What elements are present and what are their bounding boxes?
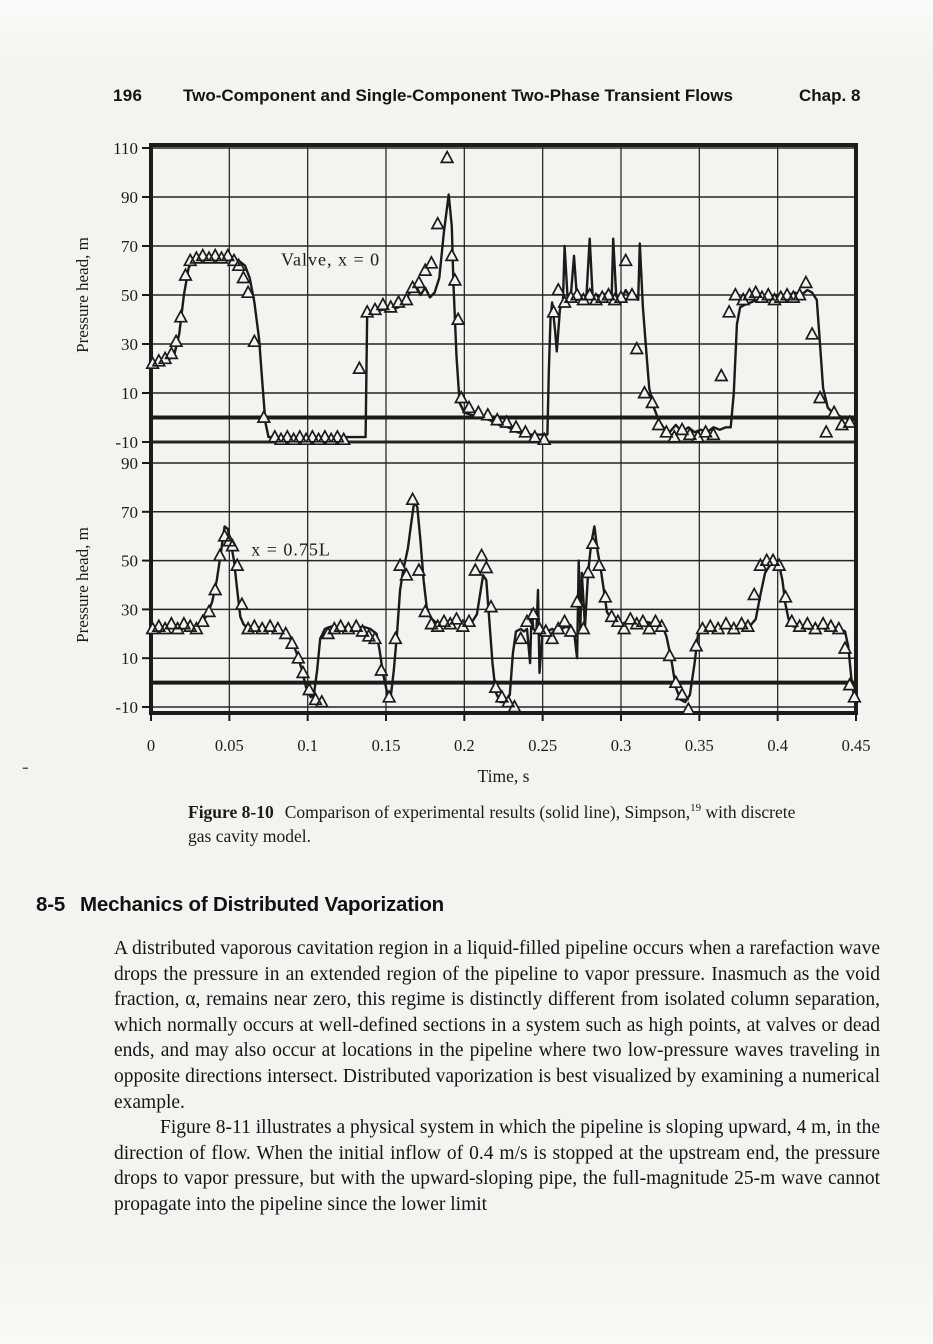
figure-caption-label: Figure 8-10 bbox=[188, 802, 274, 822]
figure-caption-text: Comparison of experimental results (solid line), Simpson, bbox=[284, 802, 691, 822]
stray-scan-mark: - bbox=[22, 756, 29, 778]
x-tick-label: 0.15 bbox=[371, 736, 401, 755]
section-number: 8-5 bbox=[36, 893, 66, 916]
x-tick-label: 0.3 bbox=[610, 736, 632, 755]
y-tick-label: 50 bbox=[121, 551, 138, 571]
y-tick-label: 10 bbox=[121, 384, 138, 403]
y-tick-label: 30 bbox=[121, 600, 138, 620]
figure-caption-reference: 19 bbox=[690, 802, 702, 815]
figure-caption bbox=[188, 801, 822, 849]
y-tick-label: -10 bbox=[115, 698, 138, 717]
x-tick-label: 0 bbox=[146, 736, 156, 755]
y-tick-label: 110 bbox=[113, 139, 138, 158]
x-tick-label: 0.4 bbox=[767, 736, 788, 755]
chapter-label: Chap. 8 bbox=[799, 86, 861, 105]
x-axis-title: Time, s bbox=[477, 766, 530, 786]
paragraph: A distributed vaporous cavitation region in a liquid-filled pipeline occurs when a rarefaction wave drops the pressure in an extended region of the pipeline to vapor pressure. Inasmuch as the void fraction, α, remains near zero, this regime is distinctly different from isolated column separation, which normally occurs at well-defined sections in a system such as high points, at valves or dead ends, and may also occur at locations in the pipeline where two low-pressure waves traveling in opposite directions intersect. Distributed vaporization is best visualized by examining a numerical example. bbox=[114, 938, 880, 1113]
y-tick-label: 70 bbox=[121, 237, 138, 256]
paragraph: Figure 8-11 illustrates a physical system in which the pipeline is sloping upward, 4 m, in the direction of flow. When the initial inflow of 0.4 m/s is stopped at the upstream end, the pressure drops to vapor pressure, but with the upward-sloping pipe, the full-magnitude 25-m wave cannot propagate into the pipeline since the lower limit bbox=[114, 1117, 880, 1215]
section-title: Mechanics of Distributed Vaporization bbox=[80, 893, 444, 916]
figure-caption-tail: with discrete gas cavity model. bbox=[188, 802, 796, 846]
y-axis-title: Pressure head, m bbox=[73, 527, 92, 643]
x-tick-label: 0.05 bbox=[214, 736, 244, 755]
section-heading bbox=[36, 893, 444, 917]
y-tick-label: 70 bbox=[121, 502, 138, 522]
model-triangle-markers bbox=[147, 152, 856, 445]
experimental-line bbox=[151, 195, 856, 438]
y-tick-label: 90 bbox=[121, 188, 138, 207]
page-number: 196 bbox=[113, 86, 143, 105]
x-tick-label: 0.45 bbox=[841, 736, 871, 755]
x-tick-label: 0.2 bbox=[454, 736, 475, 755]
experimental-line bbox=[151, 502, 856, 707]
plot-annotation: Valve, x = 0 bbox=[281, 249, 381, 270]
x-tick-label: 0.25 bbox=[528, 736, 558, 755]
y-axis-title: Pressure head, m bbox=[73, 237, 92, 353]
y-tick-label: 50 bbox=[121, 286, 138, 305]
body-text bbox=[114, 936, 880, 1218]
x-tick-label: 0.35 bbox=[684, 736, 714, 755]
plot-annotation: x = 0.75L bbox=[251, 539, 331, 560]
y-tick-label: 30 bbox=[121, 335, 138, 354]
y-tick-label: 90 bbox=[121, 454, 138, 473]
y-tick-label: 10 bbox=[121, 649, 138, 669]
running-title: Two-Component and Single-Component Two-Phase Transient Flows bbox=[183, 86, 733, 105]
y-tick-label: -10 bbox=[115, 433, 138, 452]
x-tick-label: 0.1 bbox=[297, 736, 318, 755]
